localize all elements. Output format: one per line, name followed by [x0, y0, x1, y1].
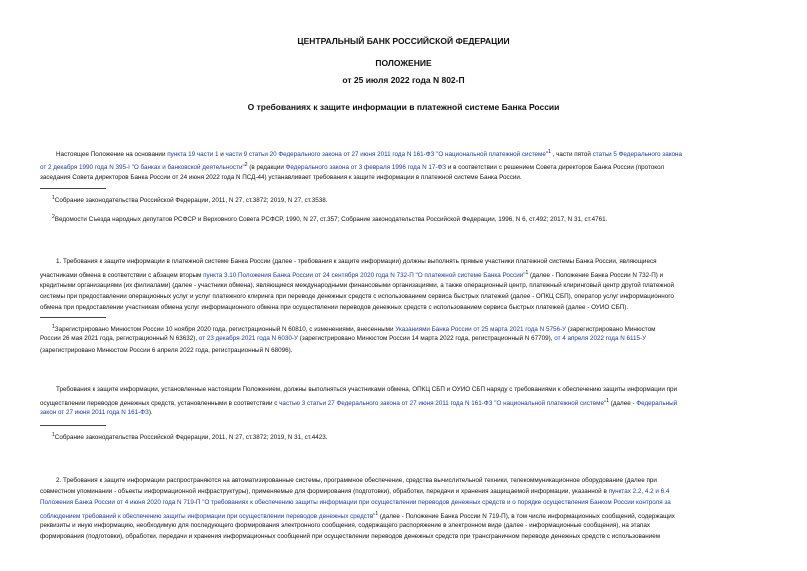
link-ukazanie-6030u[interactable]: от 23 декабря 2021 года N 6030-У	[198, 335, 298, 342]
link-law-161-art27[interactable]: частью 3 статьи 27 Федерального закона от 27 июня 2011 года N 161-ФЗ "О национальной платежной системе"	[279, 400, 607, 408]
link-regulation-719p-cont[interactable]: соблюдением требований к обеспечению защиты информации при осуществлении переводов денежных средств"	[40, 513, 376, 521]
link-law-161[interactable]: закон от 27 июня 2011 года N 161-ФЗ	[40, 409, 149, 416]
link-law-17fz[interactable]: Федерального закона от 3 февраля 1996 года N 17-ФЗ	[285, 164, 447, 172]
p3-line-6: формирования (подготовки), обработки, передачи и хранения информационных сообщений при осуществлении переводов денежных средств при трансграничном переводе денежных средств с использованием	[40, 533, 661, 540]
link-law-161-art20[interactable]: части 9 статьи 20 Федерального закона от 27 июня 2011 года N 161-ФЗ "О национальной платежной системе"	[225, 151, 549, 159]
footnote-3-line-2: России 26 мая 2021 года, регистрационный N 63632), от 23 декабря 2021 года N 6030-У (зарегистрировано Минюстом России 14 марта 2022 года, регистрационный N 67709), от 4 апреля 2022 года N 6115-У	[40, 335, 647, 342]
link-federal-law[interactable]: Федеральный	[636, 400, 678, 408]
p3-line-2: совместном упоминании - объекты информационной инфраструктуры), применяемые для формирования (подготовки), обработки, передачи и хранения защищаемой информации, указанной в пунктах 2.2, 4.2 и 6.4	[40, 488, 670, 495]
p2-line-1: Требования к защите информации, установленные настоящим Положением, должны выполняться участниками обмена, ОПКЦ СБП и ОУИО СБП наряду с требованиями к обеспечению защиты информации при	[56, 386, 678, 393]
preamble-line-1: Настоящее Положение на основании пункта 19 части 1 и части 9 статьи 20 Федерального закона от 27 июня 2011 года N 161-ФЗ "О национальной платежной системе"$^1$ , части пятой статьи 5 Федерального закона	[56, 149, 683, 159]
doc-date-number: от 25 июля 2022 года N 802-П	[342, 75, 465, 85]
p3-line-5: реквизиты и иную информацию, необходимую для последующего формирования электронного сообщения, содержащего распоряжение в электронном виде (далее - информационные сообщения), на этапах	[40, 522, 651, 529]
p1-line-2: участниками обмена в соответствии с абзацем вторым пункта 3.10 Положения Банка России от 24 сентября 2020 года N 732-П "О платежной системе Банка России"$^1$ (далее - Положение Банка России N 732-П) и	[40, 270, 664, 280]
link-ukazanie-6115u[interactable]: от 4 апреля 2022 года N 6115-У	[554, 335, 647, 342]
org-name: ЦЕНТРАЛЬНЫЙ БАНК РОССИЙСКОЙ ФЕДЕРАЦИИ	[297, 36, 510, 46]
footnote-3-line-1: $^1$Зарегистрировано Минюстом России 10 ноября 2020 года, регистрационный N 60810, с изменениями, внесенными Указаниями Банка России от 25 марта 2021 года N 5756-У (зарегистрировано Минюстом	[52, 324, 656, 334]
footnote-divider	[40, 425, 106, 426]
footnote-divider	[40, 317, 106, 318]
p1-line-4: системы при предоставлении операционных услуг и услуг платежного клиринга при переводе денежных средств с использованием сервиса быстрых платежей (далее - ОПКЦ СБП), оператор услуг информационного	[40, 293, 674, 300]
preamble-line-2: от 2 декабря 1990 года N 395-I "О банках и банковской деятельности"$^2$ (в редакции Федерального закона от 3 февраля 1996 года N 17-ФЗ и в соответствии с решением Совета директоров Банка России (протокол	[40, 162, 665, 172]
p3-line-3	[40, 499, 671, 507]
footnote-4: $^1$Собрание законодательства Российской Федерации, 2011, N 27, ст.3872; 2019, N 31, ст.4423.	[52, 432, 328, 442]
p1-line-3: кредитными организациями (их филиалами) (далее - участники обмена), являющиеся международными финансовыми организациями, а также операционный центр, платежный клиринговый центр другой платежной	[40, 282, 674, 289]
link-law-395[interactable]: от 2 декабря 1990 года N 395-I "О банках и банковской деятельности"	[40, 164, 245, 172]
footnote-1: $^1$Собрание законодательства Российской Федерации, 2011, N 27, ст.3872; 2019, N 27, ст.3538.	[52, 195, 328, 205]
footnote-2: $^2$Ведомости Съезда народных депутатов РСФСР и Верховного Совета РСФСР, 1990, N 27, ст.357; Собрание законодательства Российской Федерации, 1996, N 6, ст.492; 2017, N 31, ст.4761.	[52, 214, 608, 224]
link-regulation-719p[interactable]: Положения Банка России от 4 июня 2020 года N 719-П "О требованиях к обеспечению защиты информации при осуществлении переводов денежных средств и о порядке осуществления Банком России контроля за	[40, 499, 671, 506]
p2-line-2: осуществлении переводов денежных средств, установленными в соответствии с частью 3 статьи 27 Федерального закона от 27 июня 2011 года N 161-ФЗ "О национальной платежной системе"$^1$ (далее - Федеральный	[40, 398, 678, 408]
doc-title: О требованиях к защите информации в платежной системе Банка России	[247, 102, 560, 112]
link-regulation-732p[interactable]: пункта 3.10 Положения Банка России от 24 сентября 2020 года N 732-П "О платежной системе Банка России"	[203, 272, 526, 280]
link-law-161-p19[interactable]: пункта 19 части 1	[167, 151, 219, 159]
p1-line-1: 1. Требования к защите информации в платежной системе Банка России (далее - требования к защите информации) должны выполнять прямые участники платежной системы Банка России, являющиеся	[56, 258, 657, 265]
p3-line-1: 2. Требования к защите информации распространяются на автоматизированные системы, программное обеспечение, средства вычислительной техники, телекоммуникационное оборудование (далее при	[56, 477, 657, 484]
p1-line-5: обмена при предоставлении участникам обмена услуг информационного обмена при осуществлении переводов денежных средств с использованием сервиса быстрых платежей (далее - ОУИО СБП).	[40, 304, 629, 311]
link-points-719p[interactable]: пунктах 2.2, 4.2 и 6.4	[608, 488, 670, 495]
footnote-3-line-3: (зарегистрировано Минюстом России 6 апреля 2022 года, регистрационный N 68096).	[40, 347, 293, 354]
preamble-line-3: заседания Совета директоров Банка России от 24 июня 2022 года N ПСД-44) устанавливает требования к защите информации в платежной системе Банка России.	[40, 174, 522, 181]
link-law-395-art5[interactable]: статьи 5 Федерального закона	[592, 151, 683, 159]
doc-type: ПОЛОЖЕНИЕ	[375, 58, 432, 68]
p2-line-3: закон от 27 июня 2011 года N 161-ФЗ).	[40, 409, 153, 416]
footnote-divider	[40, 188, 106, 189]
link-ukazanie-5756u[interactable]: Указаниями Банка России от 25 марта 2021 года N 5756-У	[395, 326, 567, 334]
p3-line-4: соблюдением требований к обеспечению защиты информации при осуществлении переводов денежных средств"$^1$ (далее - Положение Банка России N 719-П), в том числе информационных сообщений, содержащих	[40, 511, 675, 521]
